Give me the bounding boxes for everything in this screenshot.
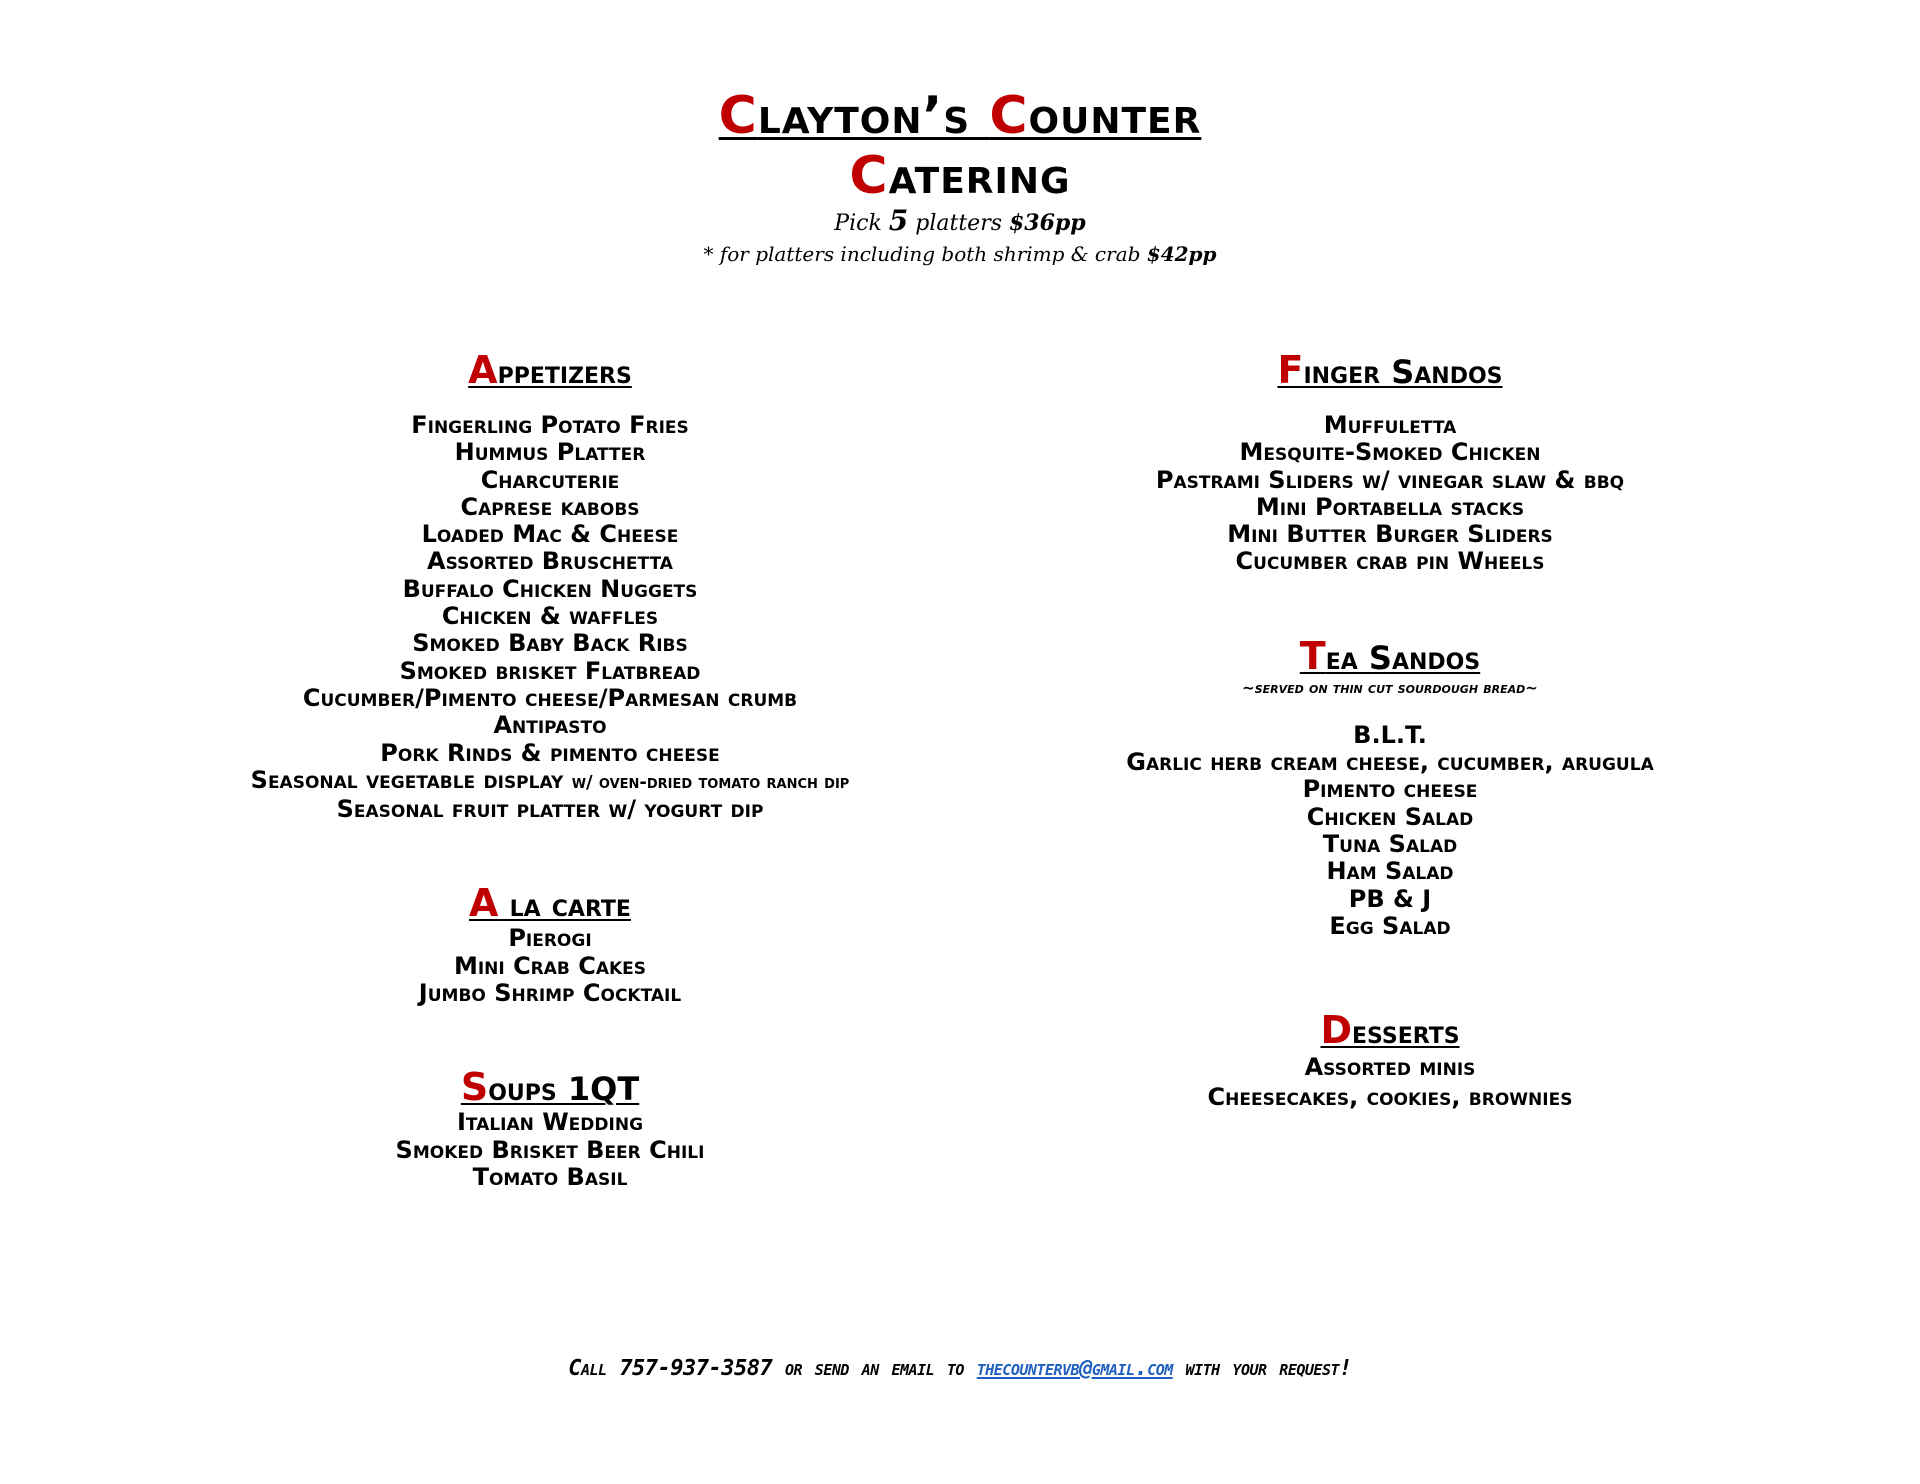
list-item: Pork Rinds & pimento cheese (380, 738, 720, 767)
list-item: Jumbo Shrimp Cocktail (418, 979, 682, 1008)
tea-sandos-heading: Tea Sandos (1299, 633, 1481, 678)
finger-sandos-list (1030, 412, 1750, 576)
list-item: Pastrami Sliders w/ vinegar slaw & bbq (1155, 465, 1625, 494)
soups-list (150, 1109, 950, 1191)
list-item: Italian Wedding (456, 1108, 644, 1137)
list-item: Mini Butter Burger Sliders (1227, 520, 1553, 549)
contact-footer: Call 757-937-3587 or send an email to thecountervb@gmail.com with your request! (568, 1356, 1352, 1381)
appetizers-list (150, 412, 950, 823)
list-item: Cucumber crab pin Wheels (1235, 547, 1545, 576)
list-item: Mini Crab Cakes (453, 951, 647, 980)
list-item: Ham Salad (1326, 857, 1454, 886)
list-item: Muffuletta (1323, 411, 1457, 439)
list-item: Mesquite-Smoked Chicken (1239, 438, 1541, 467)
list-item: Smoked Brisket Beer Chili (395, 1135, 705, 1164)
list-item: Cheesecakes, cookies, brownies (1207, 1083, 1573, 1112)
pricing-line: Pick 5 platters $36pp (834, 204, 1086, 237)
left-column (150, 350, 950, 1191)
list-item: Smoked brisket Flatbread (399, 656, 701, 685)
list-item: Cucumber/Pimento cheese/Parmesan crumb (302, 683, 798, 712)
desserts-list (1030, 1052, 1750, 1112)
list-item: Tuna Salad (1322, 829, 1458, 858)
list-item: Loaded Mac & Cheese (421, 520, 679, 549)
list-item: Assorted Bruschetta (427, 547, 673, 576)
alacarte-heading: A la carte (469, 881, 631, 926)
list-item: Mini Portabella stacks (1255, 492, 1525, 521)
pricing-note: * for platters including both shrimp & crab $42pp (703, 242, 1217, 266)
list-item: Smoked Baby Back Ribs (412, 629, 688, 658)
list-item: Garlic herb cream cheese, cucumber, arugula (1126, 748, 1654, 777)
list-item: Assorted minis (1304, 1053, 1476, 1082)
email-link[interactable]: thecountervb@gmail.com (976, 1356, 1173, 1381)
list-item: B.L.T. (1353, 720, 1427, 749)
soups-heading: Soups 1QT (460, 1065, 640, 1110)
list-item: Egg Salad (1329, 911, 1451, 940)
tea-sandos-list (1030, 722, 1750, 940)
list-item: Chicken Salad (1306, 802, 1474, 831)
menu-header (0, 86, 1920, 269)
finger-sandos-heading: Finger Sandos (1277, 348, 1503, 392)
catering-title: Catering (849, 146, 1071, 206)
list-item: Pierogi (508, 924, 592, 953)
list-item: Seasonal fruit platter w/ yogurt dip (336, 795, 764, 824)
list-item: Charcuterie (480, 465, 620, 494)
restaurant-name: Clayton’s Counter (718, 86, 1202, 146)
list-item: Pimento cheese (1302, 775, 1478, 804)
list-item: Hummus Platter (454, 438, 646, 467)
list-item: Chicken & waffles (441, 602, 659, 631)
desserts-heading: Desserts (1320, 1008, 1460, 1053)
list-item: Fingerling Potato Fries (411, 411, 689, 439)
list-item: Buffalo Chicken Nuggets (402, 574, 698, 603)
tea-sandos-subtitle: ~served on thin cut sourdough bread~ (1242, 678, 1538, 697)
alacarte-list (150, 925, 950, 1007)
list-item: Caprese kabobs (460, 492, 640, 521)
right-column (1030, 350, 1750, 1112)
list-item: Antipasto (493, 711, 607, 740)
list-item: PB & J (1348, 884, 1432, 913)
appetizers-heading: Appetizers (468, 348, 632, 392)
list-item: Seasonal vegetable display w/ oven-dried tomato ranch dip (250, 765, 850, 794)
list-item: Tomato Basil (472, 1162, 628, 1191)
